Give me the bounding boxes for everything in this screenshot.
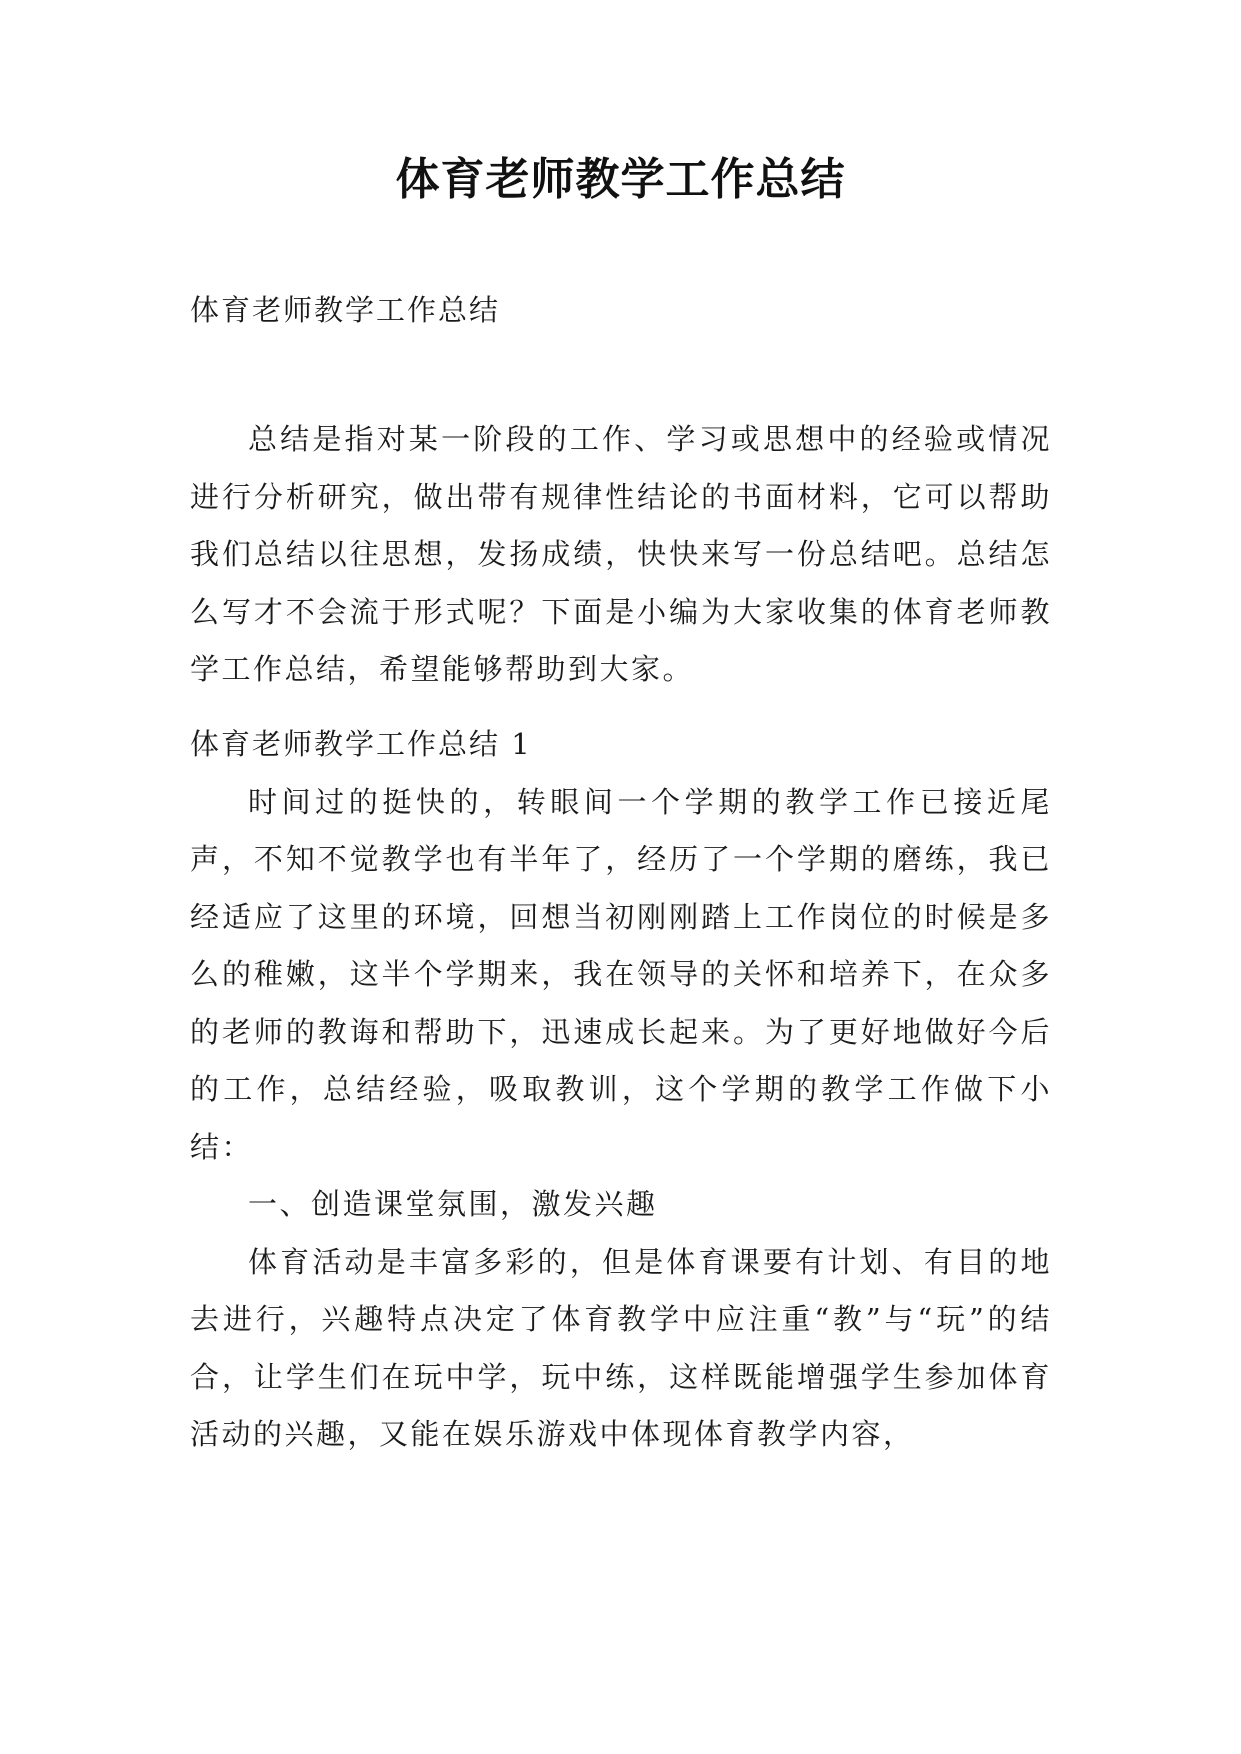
section-1 xyxy=(190,716,1052,1464)
section-1-heading: 体育老师教学工作总结 1 xyxy=(190,727,532,761)
document-title: 体育老师教学工作总结 xyxy=(395,154,846,205)
section-1-paragraph-2: 体育活动是丰富多彩的，但是体育课要有计划、有目的地去进行，兴趣特点决定了体育教学中应注重“教”与“玩”的结合，让学生们在玩中学，玩中练，这样既能增强学生参加体育活动的兴趣，又能在娱乐游戏中体现体育教学内容， xyxy=(190,1244,1052,1451)
intro-section xyxy=(190,411,1052,699)
section-1-subheading: 一、创造课堂氛围，激发兴趣 xyxy=(248,1187,658,1221)
section-1-paragraph-1: 时间过的挺快的，转眼间一个学期的教学工作已接近尾声，不知不觉教学也有半年了，经历了一个学期的磨练，我已经适应了这里的环境，回想当初刚刚踏上工作岗位的时候是多么的稚嫩，这半个学期来，我在领导的关怀和培养下，在众多的老师的教诲和帮助下，迅速成长起来。为了更好地做好今后的工作，总结经验，吸取教训，这个学期的教学工作做下小结： xyxy=(190,784,1052,1164)
document-subtitle: 体育老师教学工作总结 xyxy=(190,293,501,327)
intro-paragraph: 总结是指对某一阶段的工作、学习或思想中的经验或情况进行分析研究，做出带有规律性结论的书面材料，它可以帮助我们总结以往思想，发扬成绩，快快来写一份总结吧。总结怎么写才不会流于形式呢？下面是小编为大家收集的体育老师教学工作总结，希望能够帮助到大家。 xyxy=(190,422,1052,686)
